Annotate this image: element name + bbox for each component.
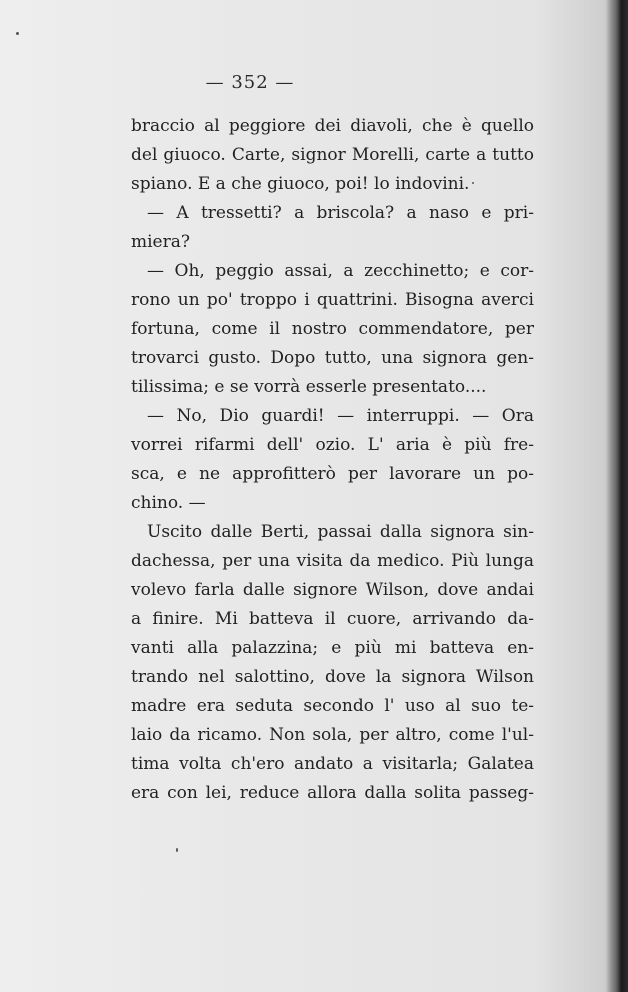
text-line: Uscito dalle Berti, passai dalla signora sin- [147, 522, 534, 542]
text-line: chino. — [131, 493, 206, 513]
text-line: vorrei rifarmi dell' ozio. L' aria è più fre- [131, 435, 534, 455]
text-line: tima volta ch'ero andato a visitarla; Galatea [131, 754, 534, 774]
text-line: sca, e ne approfitterò per lavorare un po- [131, 464, 534, 484]
text-line: rono un po' troppo i quattrini. Bisogna averci [131, 290, 534, 310]
text-line: — Oh, peggio assai, a zecchinetto; e cor- [147, 261, 534, 281]
text-line: spiano. E a che giuoco, poi! lo indovini. [131, 174, 470, 194]
page-spine-shadow [606, 0, 628, 992]
paper-speck [176, 848, 178, 852]
text-line: fortuna, come il nostro commendatore, per [131, 319, 534, 339]
text-line: a finire. Mi batteva il cuore, arrivando da- [131, 609, 534, 629]
text-line: dachessa, per una visita da medico. Più lunga [131, 551, 534, 571]
text-line: volevo farla dalle signore Wilson, dove andai [131, 580, 534, 600]
text-line: — A tressetti? a briscola? a naso e pri- [147, 203, 534, 223]
text-line: braccio al peggiore dei diavoli, che è quello [131, 116, 534, 136]
text-line: laio da ricamo. Non sola, per altro, come l'ul- [131, 725, 534, 745]
text-line: era con lei, reduce allora dalla solita passeg- [131, 783, 534, 803]
text-line: del giuoco. Carte, signor Morelli, carte a tutto [131, 145, 534, 165]
page-number: — 352 — [205, 72, 295, 93]
text-line: trando nel salottino, dove la signora Wilson [131, 667, 534, 687]
text-line: vanti alla palazzina; e più mi batteva en- [131, 638, 534, 658]
body-text [131, 112, 534, 808]
paper-speck [16, 32, 19, 35]
text-line: tilissima; e se vorrà esserle presentato.... [131, 377, 487, 397]
text-line: madre era seduta secondo l' uso al suo te- [131, 696, 534, 716]
text-line: trovarci gusto. Dopo tutto, una signora gen- [131, 348, 534, 368]
text-line: miera? [131, 232, 190, 252]
text-line: — No, Dio guardi! — interruppi. — Ora [147, 406, 534, 426]
